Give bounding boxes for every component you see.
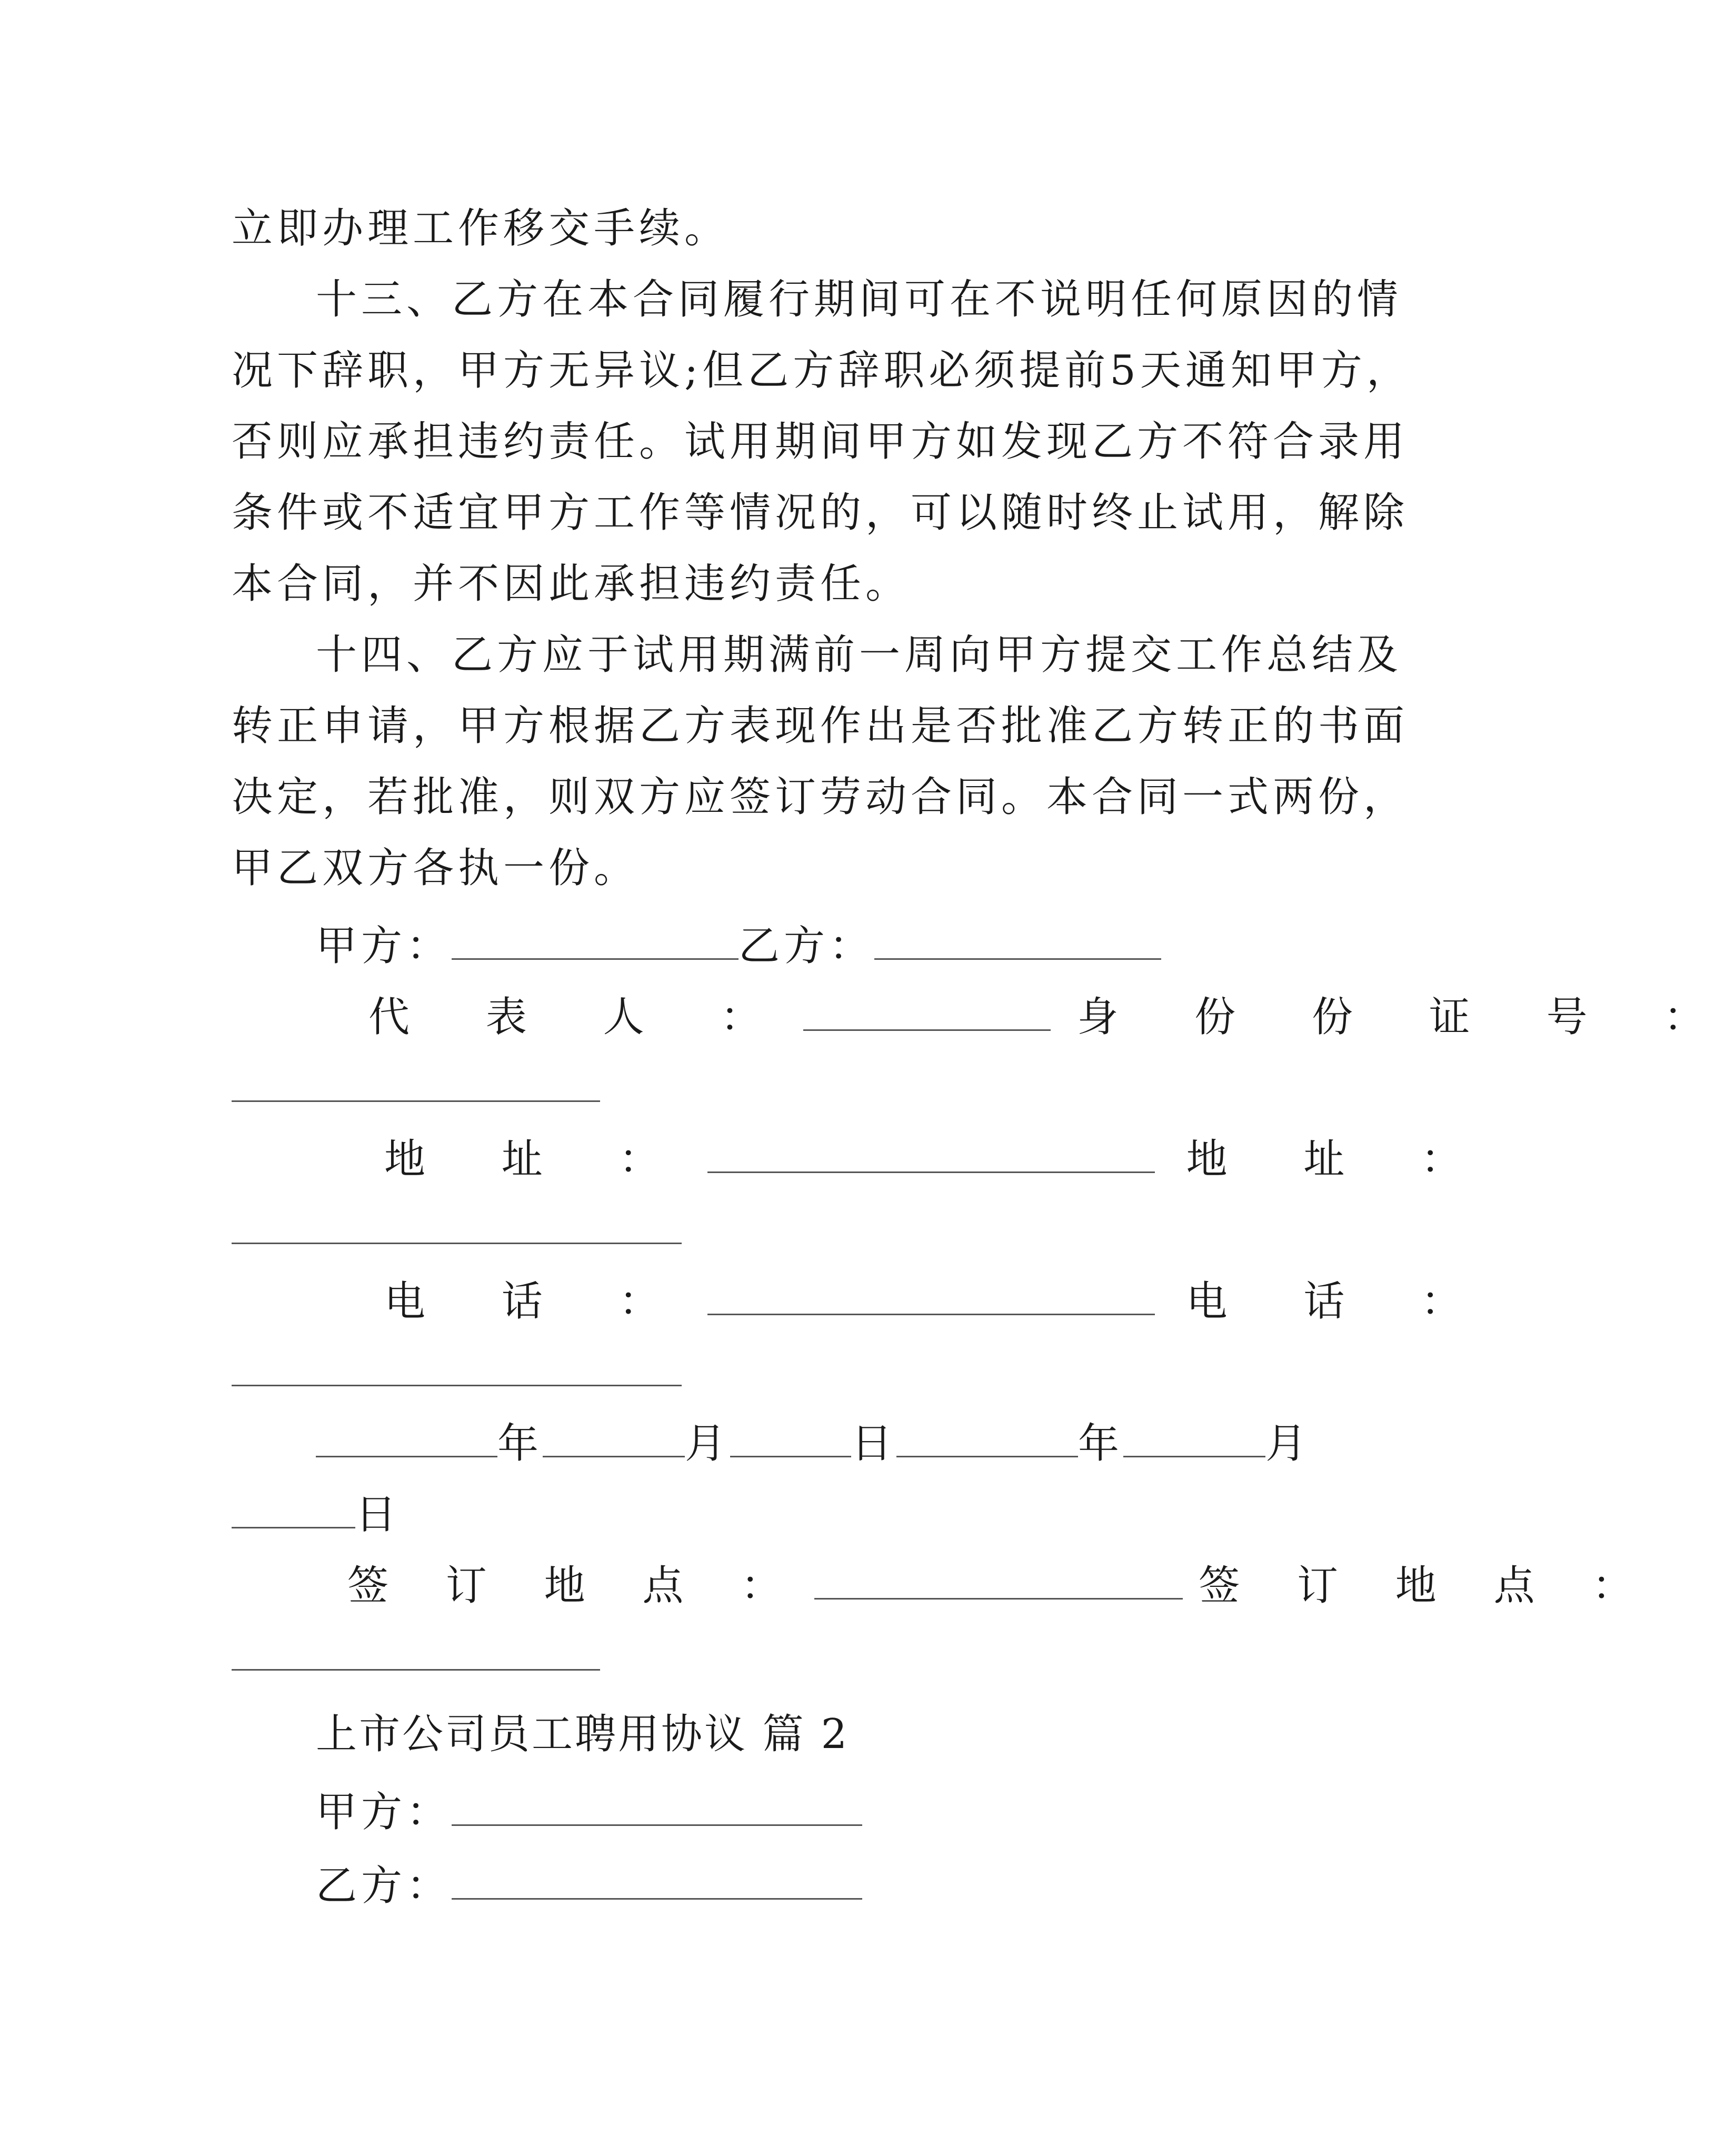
address-line	[384, 1135, 1494, 1183]
id-number-line	[232, 1064, 600, 1109]
year-a-label: 年	[497, 1420, 543, 1467]
month-a-label: 月	[685, 1420, 731, 1467]
section2-party-b-line	[316, 1861, 862, 1910]
paragraph-line: 条件或不适宜甲方工作等情况的，可以随时终止试用，解除	[232, 489, 1409, 537]
paragraph-line: 否则应承担违约责任。试用期间甲方如发现乙方不符合录用	[232, 418, 1409, 465]
representative-line	[368, 992, 1736, 1041]
party-b-label: 乙方：	[739, 922, 875, 970]
day-b-label: 日	[355, 1491, 401, 1538]
representative-blank[interactable]	[803, 992, 1051, 1031]
address-b-blank[interactable]	[232, 1206, 682, 1244]
id-number-blank[interactable]	[232, 1064, 600, 1102]
phone-line	[384, 1277, 1494, 1325]
phone-a-blank[interactable]	[707, 1277, 1155, 1315]
month-b-label: 月	[1265, 1420, 1311, 1467]
sign-place-b-line	[232, 1632, 600, 1677]
paragraph-line: 立即办理工作移交手续。	[232, 205, 730, 252]
year-a-blank[interactable]	[316, 1419, 497, 1457]
section2-party-b-blank[interactable]	[452, 1861, 862, 1900]
date-line	[316, 1419, 1311, 1467]
sign-place-a-blank[interactable]	[814, 1561, 1183, 1600]
party-b-blank[interactable]	[874, 921, 1161, 960]
year-b-blank[interactable]	[896, 1419, 1078, 1457]
paragraph-line: 决定，若批准，则双方应签订劳动合同。本合同一式两份，	[232, 773, 1409, 821]
address-a-label: 地 址 ：	[384, 1136, 692, 1183]
address-a-blank[interactable]	[707, 1135, 1155, 1173]
section2-party-b-label: 乙方：	[316, 1862, 452, 1910]
phone-b-label: 电 话 ：	[1186, 1278, 1494, 1325]
representative-label: 代 表 人 ：	[368, 994, 793, 1041]
section2-party-a-line	[316, 1787, 862, 1836]
month-b-blank[interactable]	[1123, 1419, 1265, 1457]
paragraph-line: 甲乙双方各执一份。	[232, 845, 640, 892]
paragraph-line: 转正申请，甲方根据乙方表现作出是否批准乙方转正的书面	[232, 702, 1409, 750]
day-a-label: 日	[851, 1420, 897, 1467]
section2-party-a-label: 甲方：	[316, 1789, 452, 1836]
party-a-label: 甲方：	[316, 922, 452, 970]
party-line	[316, 921, 1161, 970]
section2-party-a-blank[interactable]	[452, 1787, 862, 1826]
phone-a-label: 电 话 ：	[384, 1278, 692, 1325]
section-title: 上市公司员工聘用协议 篇 2	[316, 1711, 850, 1758]
day-a-blank[interactable]	[730, 1419, 851, 1457]
paragraph-line: 十三、乙方在本合同履行期间可在不说明任何原因的情	[316, 276, 1403, 323]
party-a-blank[interactable]	[452, 921, 739, 960]
address-b-label: 地 址 ：	[1186, 1136, 1494, 1183]
phone-b-blank[interactable]	[232, 1348, 682, 1386]
year-b-label: 年	[1078, 1420, 1124, 1467]
paragraph-line: 况下辞职，甲方无异议;但乙方辞职必须提前5天通知甲方，	[232, 347, 1412, 394]
date-day-line	[232, 1490, 401, 1538]
sign-place-line	[347, 1561, 1655, 1610]
day-b-blank[interactable]	[232, 1490, 355, 1528]
sign-place-b-blank[interactable]	[232, 1632, 600, 1671]
sign-place-b-label: 签 订 地 点 ：	[1199, 1562, 1655, 1610]
phone-b-line	[232, 1348, 682, 1393]
address-b-line	[232, 1206, 682, 1251]
sign-place-a-label: 签 订 地 点 ：	[347, 1562, 804, 1610]
id-number-label: 身 份 份 证 号 ：	[1077, 994, 1736, 1041]
month-a-blank[interactable]	[543, 1419, 685, 1457]
paragraph-line: 十四、乙方应于试用期满前一周向甲方提交工作总结及	[316, 631, 1403, 679]
paragraph-line: 本合同，并不因此承担违约责任。	[232, 560, 911, 608]
